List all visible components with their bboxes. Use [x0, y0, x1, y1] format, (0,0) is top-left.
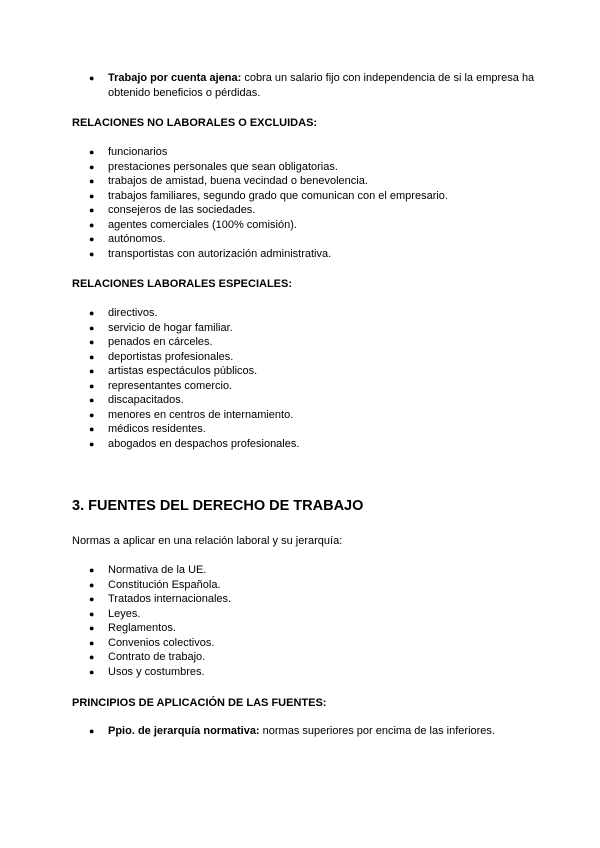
list-item — [72, 408, 540, 423]
bullet-icon: ● — [89, 234, 95, 244]
list-item-text: agentes comerciales (100% comisión). — [108, 218, 297, 231]
list-item — [72, 422, 540, 437]
principles-list-block — [72, 724, 540, 739]
section3-title-block — [72, 497, 540, 515]
list-item — [72, 636, 540, 651]
list-item — [72, 218, 540, 233]
list-item-text: representantes comercio. — [108, 379, 233, 392]
list-item — [72, 335, 540, 350]
bullet-icon: ● — [89, 623, 95, 633]
list-item — [72, 232, 540, 247]
list-item — [72, 350, 540, 365]
bullet-icon: ● — [89, 579, 95, 590]
section-title: 3. FUENTES DEL DERECHO DE TRABAJO — [72, 498, 364, 514]
excluded-heading: RELACIONES NO LABORALES O EXCLUIDAS: — [72, 117, 318, 129]
special-heading: RELACIONES LABORALES ESPECIALES: — [72, 278, 293, 290]
list-item-text: Usos y costumbres. — [108, 665, 205, 678]
list-item — [72, 247, 540, 262]
list-item — [72, 174, 540, 189]
list-item — [72, 203, 540, 218]
principles-heading: PRINCIPIOS DE APLICACIÓN DE LAS FUENTES: — [72, 697, 327, 709]
list-item-text: autónomos. — [108, 233, 166, 245]
principles-list — [72, 724, 540, 739]
list-item-text: Reglamentos. — [108, 622, 176, 634]
sources-list — [72, 563, 540, 679]
bullet-icon: ● — [89, 565, 95, 575]
bullet-icon: ● — [89, 219, 95, 230]
list-item — [72, 621, 540, 636]
list-item-text: trabajos de amistad, buena vecindad o benevolencia. — [108, 175, 368, 187]
list-item — [72, 379, 540, 394]
list-item-text: directivos. — [108, 307, 158, 319]
list-item — [72, 160, 540, 175]
list-item-text: funcionarios — [108, 146, 168, 158]
list-item-text: deportistas profesionales. — [108, 350, 234, 363]
list-item-text: menores en centros de internamiento. — [108, 408, 294, 421]
bullet-icon: ● — [89, 205, 95, 215]
list-item-text: penados en cárceles. — [108, 336, 213, 348]
bullet-icon: ● — [89, 147, 95, 157]
bullet-icon: ● — [89, 322, 95, 333]
bullet-icon: ● — [89, 366, 95, 376]
list-item — [72, 189, 540, 204]
list-item — [72, 592, 540, 607]
list-item — [72, 650, 540, 665]
list-item-text: transportistas con autorización administrativa. — [108, 247, 332, 260]
bullet-icon: ● — [89, 248, 95, 259]
list-item — [72, 437, 540, 452]
list-item — [72, 563, 540, 578]
list-item-text: Constitución Española. — [108, 578, 221, 591]
section3-intro-block — [72, 534, 540, 549]
special-list — [72, 306, 540, 451]
list-item-text: trabajos familiares, segundo grado que comunican con el empresario. — [108, 189, 448, 202]
special-list-block — [72, 306, 540, 451]
list-item — [72, 665, 540, 680]
list-item-text: cobra un salario fijo con independencia de si la empresa ha obtenido beneficios o pérdidas. — [108, 72, 535, 99]
bullet-icon: ● — [89, 726, 95, 736]
bullet-icon: ● — [89, 608, 95, 619]
list-item — [72, 607, 540, 622]
top-bullet-block — [72, 71, 540, 100]
list-item-text: servicio de hogar familiar. — [108, 321, 233, 334]
list-item — [72, 393, 540, 408]
bullet-icon: ● — [89, 594, 95, 604]
list-item-text: Convenios colectivos. — [108, 636, 215, 649]
list-item-term: Ppio. de jerarquía normativa: — [108, 725, 260, 737]
list-item-text: Leyes. — [108, 607, 141, 620]
excluded-list-block — [72, 145, 540, 261]
list-item — [72, 71, 540, 100]
bullet-icon: ● — [89, 161, 95, 172]
bullet-icon: ● — [89, 73, 95, 83]
list-item — [72, 145, 540, 160]
excluded-heading-block — [72, 116, 540, 131]
bullet-icon: ● — [89, 666, 95, 677]
list-item — [72, 364, 540, 379]
list-item-text: abogados en despachos profesionales. — [108, 437, 300, 450]
list-item-text: Tratados internacionales. — [108, 593, 232, 605]
list-item — [72, 724, 540, 739]
bullet-icon: ● — [89, 308, 95, 318]
list-item-text: consejeros de las sociedades. — [108, 204, 256, 216]
bullet-icon: ● — [89, 380, 95, 391]
sources-list-block — [72, 563, 540, 679]
list-item-text: discapacitados. — [108, 394, 184, 406]
bullet-icon: ● — [89, 190, 95, 201]
excluded-list — [72, 145, 540, 261]
list-item-text: artistas espectáculos públicos. — [108, 365, 258, 377]
bullet-icon: ● — [89, 424, 95, 434]
bullet-icon: ● — [89, 337, 95, 347]
bullet-icon: ● — [89, 176, 95, 186]
special-heading-block — [72, 277, 540, 292]
bullet-icon: ● — [89, 409, 95, 420]
bullet-icon: ● — [89, 395, 95, 405]
list-item-text: normas superiores por encima de las inferiores. — [259, 725, 495, 737]
bullet-icon: ● — [89, 351, 95, 362]
list-item — [72, 578, 540, 593]
list-item — [72, 306, 540, 321]
bullet-icon: ● — [89, 438, 95, 449]
list-item-text: Contrato de trabajo. — [108, 651, 206, 663]
list-item — [72, 321, 540, 336]
list-item-term: Trabajo por cuenta ajena: — [108, 72, 242, 84]
principles-heading-block — [72, 696, 540, 711]
section-intro: Normas a aplicar en una relación laboral y su jerarquía: — [72, 535, 343, 547]
list-item-text: médicos residentes. — [108, 423, 206, 435]
bullet-icon: ● — [89, 637, 95, 648]
list-item-text: Normativa de la UE. — [108, 564, 207, 576]
list-item-text: prestaciones personales que sean obligatorias. — [108, 160, 338, 173]
bullet-icon: ● — [89, 652, 95, 662]
